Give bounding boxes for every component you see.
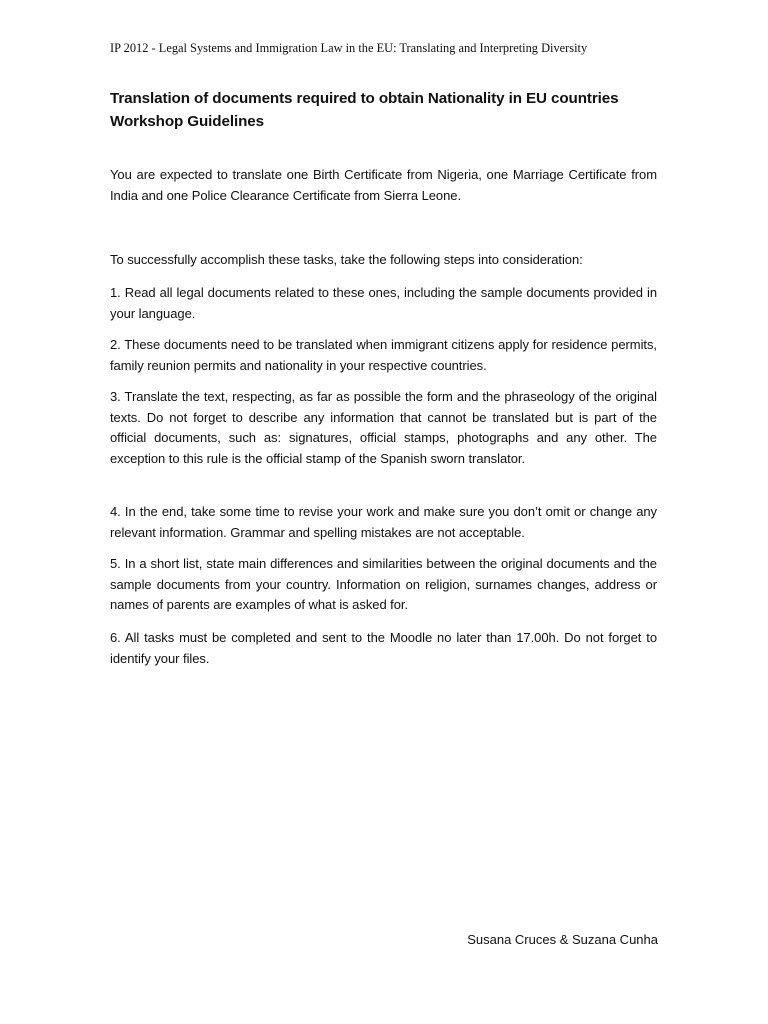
step-item-3: 3. Translate the text, respecting, as far as possible the form and the phraseology of the original texts. Do not forget to describe any information that cannot be translated but is part of the official documents, such as: signatures, official stamps, photographs and any other. The exception to this rule is the official stamp of the Spanish sworn translator.	[110, 389, 657, 466]
lead-in-paragraph: To successfully accomplish these tasks, take the following steps into consideration:	[110, 252, 583, 267]
title-subtitle: Workshop Guidelines	[110, 113, 264, 130]
running-header: IP 2012 - Legal Systems and Immigration Law in the EU: Translating and Interpreting Diversity	[110, 41, 588, 55]
step-item-6: 6. All tasks must be completed and sent to the Moodle no later than 17.00h. Do not forget to identify your files.	[110, 630, 657, 666]
step-item-1: 1. Read all legal documents related to these ones, including the sample documents provided in your language.	[110, 285, 657, 321]
document-title	[110, 87, 670, 133]
step-item-4: 4. In the end, take some time to revise your work and make sure you don’t omit or change any relevant information. Grammar and spelling mistakes are not acceptable.	[110, 504, 657, 540]
title-main: Translation of documents required to obtain Nationality in EU countries	[110, 90, 619, 107]
step-item-5: 5. In a short list, state main differences and similarities between the original documents and the sample documents from your country. Information on religion, surnames changes, address or names of parents are examples of what is asked for.	[110, 556, 657, 612]
author-signature: Susana Cruces & Suzana Cunha	[467, 932, 658, 947]
step-item-2: 2. These documents need to be translated when immigrant citizens apply for residence permits, family reunion permits and nationality in your respective countries.	[110, 337, 657, 373]
intro-paragraph: You are expected to translate one Birth Certificate from Nigeria, one Marriage Certificate from India and one Police Clearance Certificate from Sierra Leone.	[110, 167, 657, 203]
